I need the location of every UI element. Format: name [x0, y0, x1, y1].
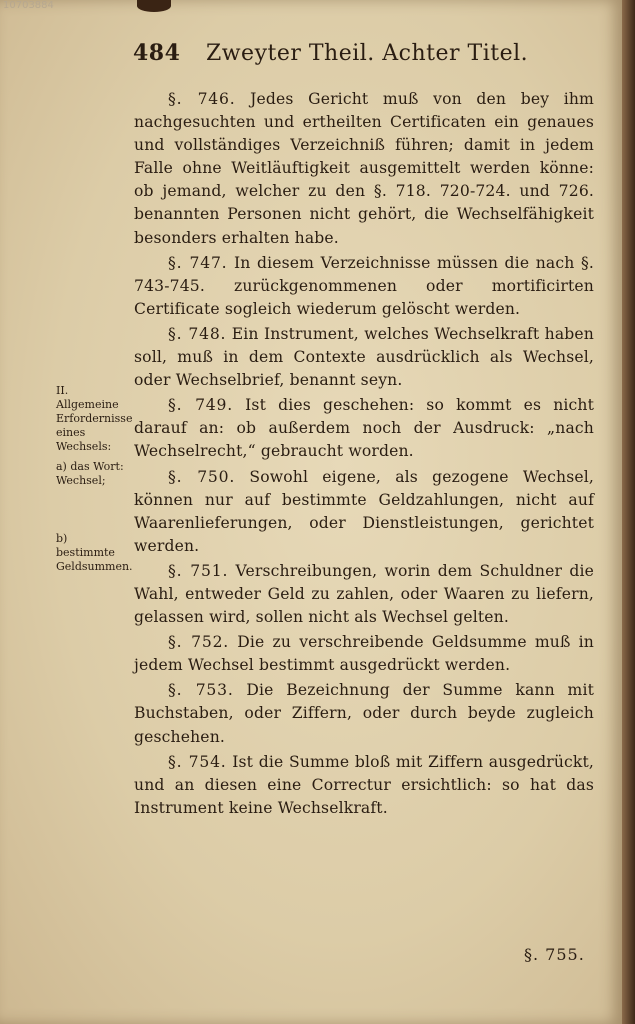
paragraph-752	[134, 631, 594, 677]
paragraph-text: In diesem Verzeichnisse müssen die nach §. 743-745. zurückgenommenen oder mortificirten Certificate sogleich wiederum gelöscht werden.	[134, 253, 594, 318]
paragraph-746	[134, 88, 594, 250]
paragraph-754	[134, 751, 594, 820]
section-number: §. 753.	[168, 681, 234, 700]
paragraph-750	[134, 466, 594, 558]
ink-blot	[137, 0, 171, 12]
marginal-note-general-requirements: II. Allgemeine Erfordernisse eines Wechsels:	[56, 384, 133, 453]
main-text	[134, 88, 594, 822]
paragraph-747	[134, 252, 594, 321]
paragraph-text: Ist die Summe bloß mit Ziffern ausgedrückt, und an diesen eine Correctur ersichtlich: so hat das Instrument keine Wechselkraft.	[134, 752, 595, 817]
paragraph-text: Die Bezeichnung der Summe kann mit Buchstaben, oder Ziffern, oder durch beyde zugleich geschehen.	[134, 681, 594, 746]
section-number: §. 747.	[168, 253, 228, 272]
paragraph-text: Ein Instrument, welches Wechselkraft haben soll, muß in dem Contexte ausdrücklich als Wechsel, oder Wechselbrief, benannt seyn.	[134, 324, 594, 390]
paragraph-text: Jedes Gericht muß von den bey ihm nachgesuchten und ertheilten Certificaten ein genaues und vollständiges Verzeichniß führen; damit in jedem Falle ohne Weitläuftigkeit ausgemittelt werden könne: ob jemand, welcher zu den §. 718. 720-724. und 726. benannten Personen nicht gehört, die Wechselfähigkeit besonders erhalten habe.	[134, 90, 594, 247]
section-number: §. 746.	[168, 90, 236, 108]
paragraph-text: Sowohl eigene, als gezogene Wechsel, können nur auf bestimmte Geldzahlungen, nicht auf Waarenlieferungen, oder Dienstleistungen, gerichtet werden.	[134, 467, 595, 555]
paragraph-748	[134, 323, 594, 392]
section-number: §. 748.	[168, 324, 227, 343]
page-number: 484	[133, 40, 181, 66]
section-number: §. 754.	[168, 752, 227, 771]
paragraph-749	[134, 394, 594, 463]
running-title: Zweyter Theil. Achter Titel.	[205, 41, 529, 66]
library-stamp: 10703884	[3, 0, 54, 11]
marginal-note-sums: b) bestimmte Geldsummen.	[56, 532, 133, 573]
paragraph-text: Die zu verschreibende Geldsumme muß in jedem Wechsel bestimmt ausgedrückt werden.	[134, 633, 594, 675]
paragraph-751	[134, 560, 594, 629]
page-header	[133, 40, 603, 66]
book-edge	[622, 0, 635, 1024]
section-number: §. 752.	[168, 633, 230, 652]
section-number: §. 749.	[168, 396, 234, 415]
paragraph-text: Verschreibungen, worin dem Schuldner die Wahl, entweder Geld zu zahlen, oder Waaren zu liefern, gelassen wird, sollen nicht als Wechsel gelten.	[134, 561, 595, 627]
section-number: §. 751.	[168, 561, 229, 580]
marginal-note-word-wechsel: a) das Wort: Wechsel;	[56, 460, 124, 487]
paragraph-753	[134, 679, 594, 748]
paragraph-text: Ist dies geschehen: so kommt es nicht darauf an: ob außerdem noch der Ausdruck: „nach Wechselrecht,“ gebraucht worden.	[134, 396, 595, 461]
section-number: §. 750.	[168, 467, 236, 486]
catchword: §. 755.	[524, 945, 585, 964]
